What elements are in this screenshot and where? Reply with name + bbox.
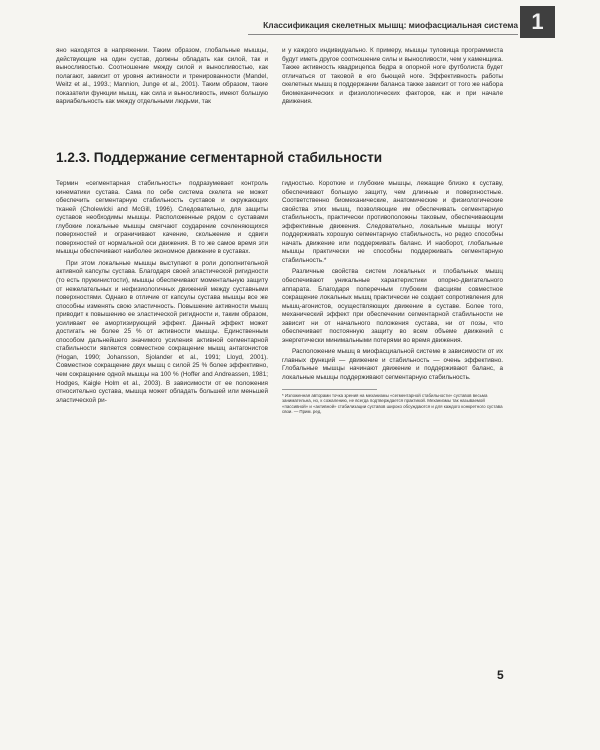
paragraph: Расположение мышц в миофасциальной системе в зависимости от их главных функций — движение и стабильность — очень эффективно. Глобальные мышцы начинают движение и поддерживают баланс, а локальные мышцы поддерживают сегментарную стабильность. [282,348,503,382]
paragraph: и у каждого индивидуально. К примеру, мышцы туловища программиста будут иметь другое соотношение силы и выносливости, чем у каменщика. Также активность квадрицепса бедра в опорной ноге футболиста будет отличаться от таковой в его бьющей ноге. Эффективность работы скелетных мышц в поддержании баланса также зависит от того же набора биомеханических и физиологических факторов, как и при начале движения. [282,47,503,106]
paragraph: При этом локальные мышцы выступают в роли дополнительной активной капсулы сустава. Благодаря своей эластической ригидности (то есть пружинистости), мышцы обеспечивают моментальную защиту от нежелательных и нефизиологичных движений между суставными поверхностями. Однако в отличие от капсулы сустава мышцы все же способны изменять свою эластичность. Повышение активности мышц приводит к повышению ее эластической ригидности и, таким образом, усиливает ее амортизирующий эффект. Данный эффект может достигать не более 25 % от активности мышцы. Единственным способом дальнейшего значимого усиления активной сегментарной стабильности является совместное сокращение мышц антагонистов (Hogan, 1990; Johansson, Sjolander et al., 1991; Lloyd, 2001). Совместное сокращение двух мышц с силой 25 % более эффективно, чем сокращение одной мышцы на 100 % (Hoffer and Andreassen, 1981; Hodges, Kaigle Holm et al., 2003). В зависимости от ее положения относительно сустава, мышца может обладать большей или меньшей эластической ри- [56,259,268,404]
body-right-column [282,180,503,415]
paragraph: Термин «сегментарная стабильность» подразумевает контроль кинематики сустава. Сама по себе система скелета не может обеспечить сегментарную стабильность суставов и окружающих тканей (Cholewicki and McGill, 1996). Следовательно, для защиты суставов необходимы мышцы. Расположенные рядом с суставами глубокие локальные мышцы смягчают соударение сочленяющихся поверхностей и ограничивают качение, скольжение и сдвиги поверхностей от нормальной оси движения. В то же самое время эти мышцы обеспечивают наиболее экономное движение в суставах. [56,180,268,256]
paragraph: Различные свойства систем локальных и глобальных мышц обеспечивают уникальные характеристики опорно-двигательного аппарата. Благодаря поперечным глубоким фасциям совместное сокращение локальных мышц практически не создает сопротивления для мышц-агонистов, осуществляющих движение в суставе. Более того, механический эффект при обеспечении сегментарной стабильности не зависит ни от начального положения сустава, ни от позы, что обеспечивает постоянную защиту во всем объеме движений с энергетически минимальными потерями во время движения. [282,268,503,344]
paragraph: яно находятся в напряжении. Таким образом, глобальные мышцы, действующие на один сустав, должны обладать как силой, так и выносливостью. Соотношение между силой и выносливостью, как полагают, зависит от уровня активности и тренированности (Mandel, Weitz et al., 1993.; Mannion, Junge et al., 2001). Таким образом, такие показатели функции мышц, как сила и выносливость, имеют большую вариабельность как между отдельными людьми, так [56,47,268,106]
section-heading: 1.2.3. Поддержание сегментарной стабильности [56,150,383,165]
body-left-column [56,180,268,405]
top-text-left-column [56,47,268,107]
running-header-title: Классификация скелетных мышц: миофасциальная система [263,20,518,30]
page-number: 5 [497,668,504,682]
top-text-right-column [282,47,503,107]
footnote: * Изложенная авторами точка зрения на механизмы «сегментарной стабильности» суставов весьма занимательна, но, к сожалению, не всегда подтверждается практикой. Механизмы так называемой «пассивной» и «активной» стабилизации суставов широко обсуждаются и для каждого конкретного сустава свои. — Прим. ред. [282,392,503,415]
running-header [248,20,518,35]
chapter-number-tab: 1 [520,6,555,38]
paragraph: гидностью. Короткие и глубокие мышцы, лежащие близко к суставу, обеспечивают большую защиту, чем длинные и поверхностные. Соответственно биомеханические, анатомические и физиологические свойства этих мышц, позволяющие им обеспечивать сегментарную стабильность, практически противоположны таковым, обеспечивающим эффективные движения. Следовательно, локальные мышцы могут поддерживать хорошую сегментарную стабильность, но редко способны начать движение или поддерживать баланс. И наоборот, глобальные мышцы практически не способны поддерживать сегментарную стабильность.* [282,180,503,264]
